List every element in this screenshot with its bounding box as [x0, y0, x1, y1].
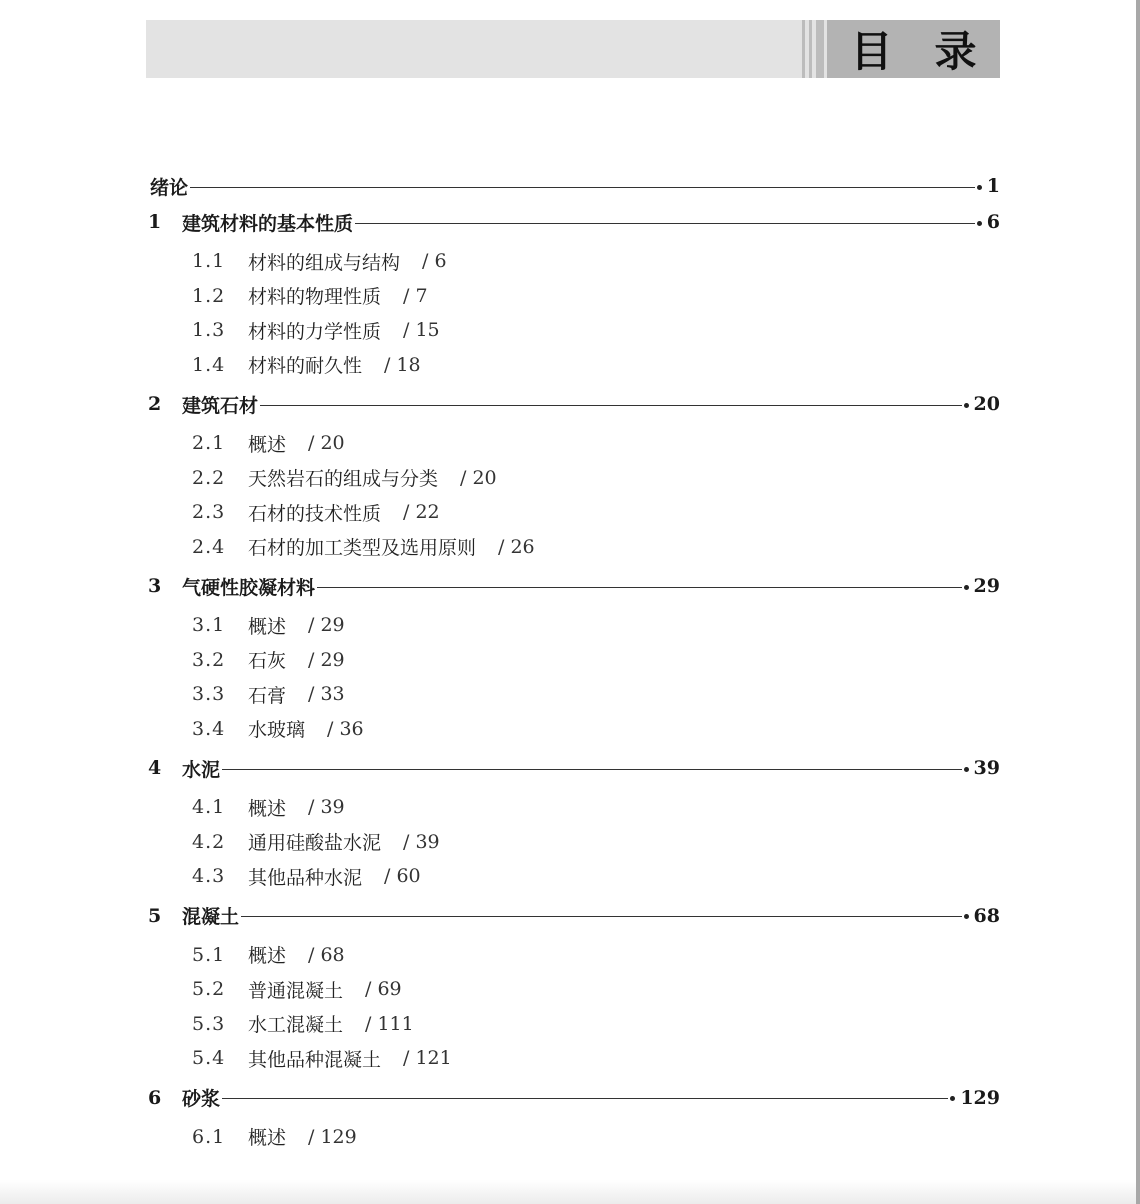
section-number: 6.1 — [192, 1125, 226, 1148]
section-number: 4.3 — [192, 865, 226, 888]
section-entry[interactable] — [146, 426, 1000, 461]
section-entry[interactable] — [146, 643, 1000, 678]
section-page-number: / 129 — [308, 1125, 357, 1148]
chapter-page-number: 129 — [960, 1086, 1000, 1109]
title-box — [827, 20, 1019, 78]
section-number: 1.3 — [192, 319, 226, 342]
section-number: 2.4 — [192, 535, 226, 558]
leader-dot — [977, 221, 982, 226]
section-number: 3.3 — [192, 683, 226, 706]
section-title: 材料的物理性质 — [248, 286, 382, 309]
section-entry[interactable] — [146, 825, 1000, 860]
chapter-entry[interactable] — [146, 568, 1000, 604]
section-number: 2.3 — [192, 501, 226, 524]
leader-dot — [964, 585, 969, 590]
chapter-page-number: 68 — [973, 904, 1000, 927]
chapter-entry[interactable] — [146, 168, 1000, 204]
section-page-number: / 69 — [365, 978, 402, 1001]
section-entry[interactable] — [146, 279, 1000, 314]
section-title: 石灰 — [248, 650, 287, 673]
section-number: 5.2 — [192, 978, 226, 1001]
section-entry[interactable] — [146, 1120, 1000, 1155]
section-page-number: / 111 — [365, 1012, 414, 1035]
section-title: 石膏 — [248, 684, 287, 707]
section-page-number: / 20 — [308, 432, 345, 455]
section-page-number: / 26 — [498, 535, 535, 558]
section-number: 5.3 — [192, 1012, 226, 1035]
table-of-contents — [146, 168, 1000, 1158]
section-title: 材料的力学性质 — [248, 320, 382, 343]
section-page-number: / 20 — [460, 466, 497, 489]
section-list — [146, 604, 1000, 750]
section-entry[interactable] — [146, 790, 1000, 825]
section-entry[interactable] — [146, 608, 1000, 643]
section-title: 其他品种水泥 — [248, 866, 363, 889]
section-title: 石材的技术性质 — [248, 502, 382, 525]
banner-stripe — [816, 20, 824, 78]
chapter-entry[interactable] — [146, 750, 1000, 786]
section-title: 概述 — [248, 433, 287, 456]
leader-line — [222, 769, 962, 770]
chapter-entry[interactable] — [146, 898, 1000, 934]
section-number: 2.1 — [192, 432, 226, 455]
section-title: 材料的组成与结构 — [248, 251, 401, 274]
chapter-title: 建筑石材 — [182, 394, 259, 417]
leader-dot — [964, 767, 969, 772]
section-entry[interactable] — [146, 461, 1000, 496]
section-number: 5.4 — [192, 1047, 226, 1070]
section-page-number: / 6 — [422, 250, 447, 273]
page-title: 目录 — [850, 27, 1019, 76]
chapter-entry[interactable] — [146, 386, 1000, 422]
leader-line — [190, 187, 975, 188]
chapter-title: 绪论 — [150, 176, 189, 199]
leader-dot — [964, 914, 969, 919]
section-number: 4.2 — [192, 830, 226, 853]
chapter-title: 气硬性胶凝材料 — [182, 576, 316, 599]
leader-line — [241, 916, 962, 917]
section-number: 1.1 — [192, 250, 226, 273]
leader-dot — [950, 1096, 955, 1101]
section-page-number: / 121 — [403, 1047, 452, 1070]
chapter-page-number: 20 — [973, 393, 1000, 415]
section-list — [146, 934, 1000, 1080]
section-page-number: / 33 — [308, 683, 345, 706]
chapter-entry[interactable] — [146, 204, 1000, 240]
chapter-number: 6 — [148, 1086, 162, 1109]
section-entry[interactable] — [146, 1007, 1000, 1042]
section-entry[interactable] — [146, 859, 1000, 894]
chapter-title: 水泥 — [182, 758, 221, 781]
section-entry[interactable] — [146, 495, 1000, 530]
section-entry[interactable] — [146, 972, 1000, 1007]
leader-line — [260, 405, 962, 406]
section-list — [146, 786, 1000, 898]
section-title: 石材的加工类型及选用原则 — [248, 537, 477, 560]
leader-line — [317, 587, 962, 588]
section-entry[interactable] — [146, 313, 1000, 348]
section-title: 水玻璃 — [248, 719, 306, 742]
section-number: 4.1 — [192, 796, 226, 819]
chapter-number: 2 — [148, 393, 162, 415]
leader-dot — [977, 185, 982, 190]
section-title: 天然岩石的组成与分类 — [248, 468, 439, 491]
section-number: 2.2 — [192, 466, 226, 489]
section-page-number: / 39 — [403, 830, 440, 853]
chapter-title: 砂浆 — [182, 1088, 221, 1110]
title-banner — [146, 20, 1019, 78]
section-page-number: / 15 — [403, 319, 440, 342]
section-entry[interactable] — [146, 1041, 1000, 1076]
section-entry[interactable] — [146, 677, 1000, 712]
section-number: 3.2 — [192, 648, 226, 671]
section-title: 概述 — [248, 945, 287, 968]
section-list — [146, 240, 1000, 386]
section-page-number: / 18 — [384, 353, 421, 376]
section-list — [146, 422, 1000, 568]
section-number: 3.1 — [192, 614, 226, 637]
section-list — [146, 1116, 1000, 1159]
section-page-number: / 36 — [327, 717, 364, 740]
chapter-number: 4 — [148, 757, 162, 779]
section-page-number: / 7 — [403, 284, 428, 307]
banner-stripe — [802, 20, 805, 78]
section-page-number: / 68 — [308, 943, 345, 966]
section-title: 普通混凝土 — [248, 979, 344, 1002]
section-page-number: / 29 — [308, 648, 345, 671]
section-entry[interactable] — [146, 712, 1000, 747]
section-page-number: / 39 — [308, 796, 345, 819]
chapter-title: 建筑材料的基本性质 — [182, 212, 354, 235]
chapter-number: 1 — [148, 211, 162, 233]
section-number: 3.4 — [192, 717, 226, 740]
section-title: 概述 — [248, 1127, 287, 1150]
section-number: 1.2 — [192, 284, 226, 307]
section-title: 水工混凝土 — [248, 1014, 344, 1037]
section-page-number: / 60 — [384, 865, 421, 888]
section-entry[interactable] — [146, 348, 1000, 383]
section-title: 通用硅酸盐水泥 — [248, 832, 382, 855]
section-number: 5.1 — [192, 943, 226, 966]
chapter-number: 3 — [148, 575, 162, 597]
chapter-page-number: 29 — [973, 575, 1000, 597]
leader-dot — [964, 403, 969, 408]
leader-line — [222, 1098, 948, 1099]
banner-stripe — [809, 20, 812, 78]
section-title: 概述 — [248, 615, 287, 638]
section-entry[interactable] — [146, 938, 1000, 973]
section-title: 其他品种混凝土 — [248, 1048, 382, 1071]
chapter-page-number: 39 — [973, 757, 1000, 779]
chapter-entry[interactable] — [146, 1080, 1000, 1116]
chapter-page-number: 6 — [986, 211, 1000, 233]
leader-line — [355, 223, 975, 224]
chapter-number: 5 — [148, 904, 162, 927]
chapter-page-number: 1 — [986, 175, 1000, 197]
section-page-number: / 29 — [308, 614, 345, 637]
section-entry[interactable] — [146, 530, 1000, 565]
page-edge — [1136, 0, 1140, 1204]
section-page-number: / 22 — [403, 501, 440, 524]
section-entry[interactable] — [146, 244, 1000, 279]
chapter-title: 混凝土 — [182, 906, 240, 928]
section-title: 概述 — [248, 797, 287, 820]
section-number: 1.4 — [192, 353, 226, 376]
page-bottom-shade — [0, 1180, 1136, 1204]
section-title: 材料的耐久性 — [248, 355, 363, 378]
